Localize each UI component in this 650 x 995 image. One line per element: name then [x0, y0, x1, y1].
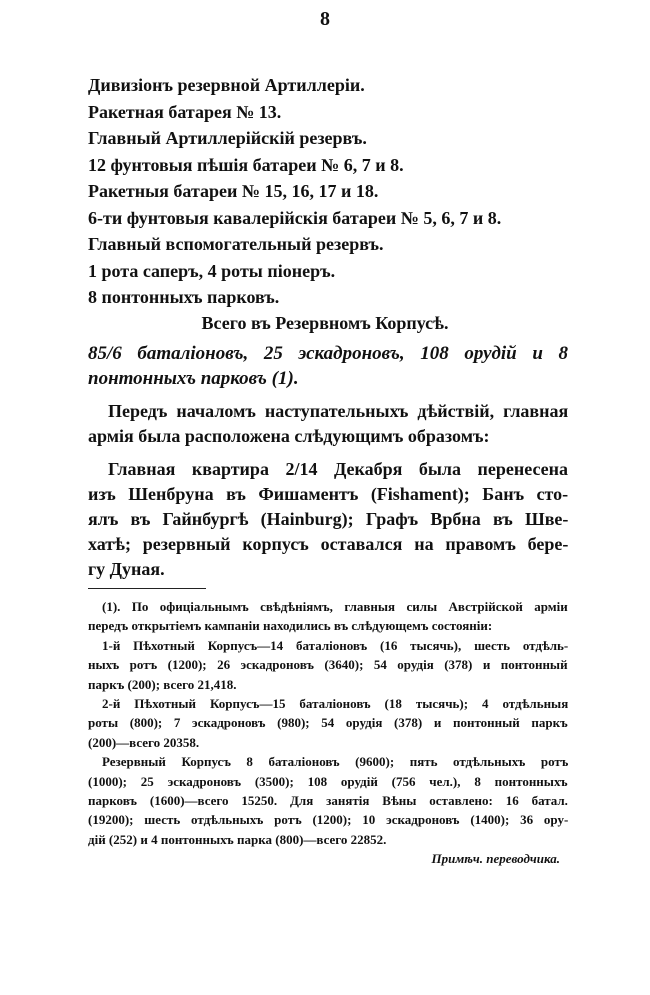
paragraph-line: ялъ въ Гайнбургѣ (Hainburg); Графъ Врбна въ Шве-: [88, 509, 569, 529]
footnote-line: паркъ (200); всего 21,418.: [88, 676, 237, 692]
footnote-signature: Примѣч. переводчика.: [431, 851, 560, 866]
paragraph-line: хатѣ; резервный корпусъ оставался на правомъ бере-: [88, 534, 569, 554]
page-number: 8: [320, 8, 330, 30]
footnote-line: 1-й Пѣхотный Корпусъ—14 баталіоновъ (16 тысячь), шесть отдѣль-: [102, 637, 569, 653]
list-line: 12 фунтовыя пѣшія батареи № 6, 7 и 8.: [88, 154, 404, 175]
list-line: Главный вспомогательный резервъ.: [88, 234, 384, 254]
paragraph-line: изъ Шенбруна въ Фишаментъ (Fishament); Банъ сто-: [88, 484, 569, 504]
list-line: Ракетная батарея № 13.: [88, 101, 282, 122]
footnote-line: (1000); 25 эскадроновъ (3500); 108 орудій (756 чел.), 8 понтонныхъ: [88, 773, 568, 789]
footnote-line: передъ открытіемъ кампаніи находились въ слѣдующемъ состояніи:: [88, 618, 493, 634]
list-line: Главный Артиллерійскій резервъ.: [88, 128, 367, 148]
list-line: 1 рота саперъ, 4 роты піонеръ.: [88, 260, 336, 281]
footnote-line: ныхъ ротъ (1200); 26 эскадроновъ (3640); 54 орудія (378) и понтонный: [88, 657, 568, 673]
total-line: понтонныхъ парковъ (1).: [88, 368, 299, 389]
footnote-line: дій (252) и 4 понтонныхъ парка (800)—всего 22852.: [88, 831, 387, 847]
section-heading: Всего въ Резервномъ Корпусѣ.: [201, 313, 449, 333]
footnote-line: Резервный Корпусъ 8 баталіоновъ (9600); пять отдѣльныхъ ротъ: [102, 754, 569, 770]
paragraph-line: армія была расположена слѣдующимъ образомъ:: [88, 426, 490, 446]
list-line: Ракетныя батареи № 15, 16, 17 и 18.: [88, 181, 379, 201]
footnote-divider: [88, 588, 206, 589]
paragraph-line: Главная квартира 2/14 Декабря была перенесена: [108, 459, 569, 479]
paragraph-line: гу Дуная.: [88, 559, 165, 579]
total-line: 85/6 баталіоновъ, 25 эскадроновъ, 108 орудій и 8: [88, 343, 569, 364]
footnote-line: роты (800); 7 эскадроновъ (980); 54 орудія (378) и понтонный паркъ: [88, 715, 568, 731]
footnote-line: (19200); шесть отдѣльныхъ ротъ (1200); 10 эскадроновъ (1400); 36 ору-: [88, 812, 569, 828]
footnote-line: (200)—всего 20358.: [88, 734, 200, 750]
list-line: 6-ти фунтовыя кавалерійскія батареи № 5, 6, 7 и 8.: [88, 207, 502, 228]
list-line: 8 понтонныхъ парковъ.: [88, 287, 280, 307]
footnote-line: парковъ (1600)—всего 15250. Для занятія Вѣны оставлено: 16 батал.: [88, 793, 568, 808]
footnote-line: (1). По офиціальнымъ свѣдѣніямъ, главныя силы Австрійской арміи: [102, 599, 568, 614]
footnote-line: 2-й Пѣхотный Корпусъ—15 баталіоновъ (18 тысячь); 4 отдѣльныя: [102, 696, 569, 711]
paragraph-line: Передъ началомъ наступательныхъ дѣйствій, главная: [108, 401, 569, 421]
list-line: Дивизіонъ резервной Артиллеріи.: [88, 75, 365, 95]
